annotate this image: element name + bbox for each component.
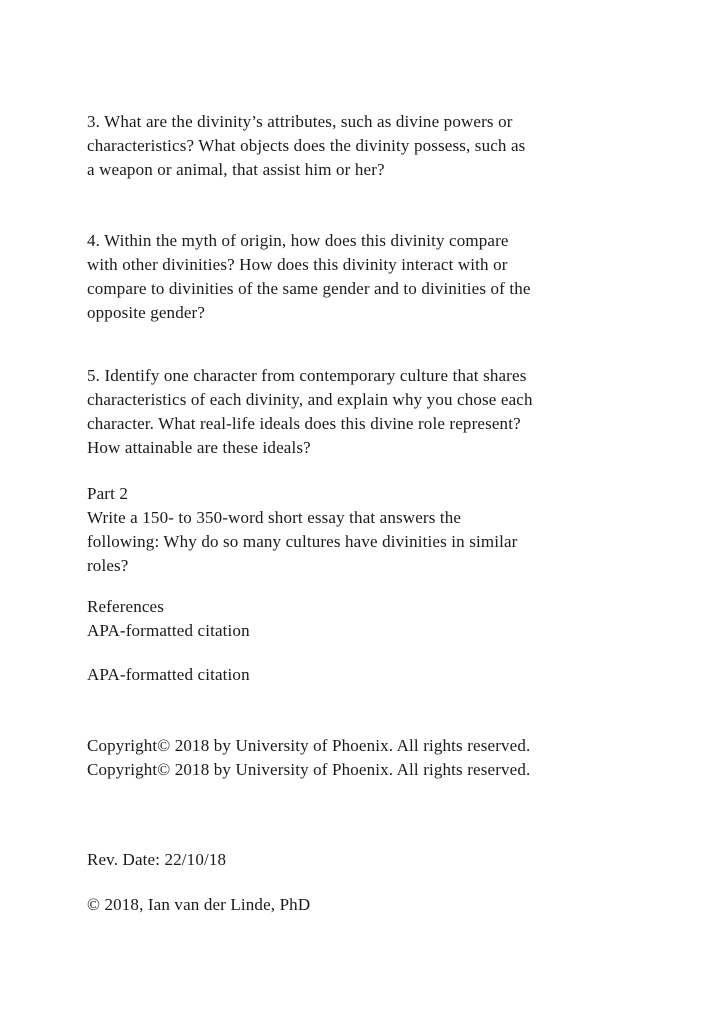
references-heading: References [87,597,165,616]
part2-heading: Part 2 [87,484,129,503]
author-line: © 2018, Ian van der Linde, PhD [87,895,311,914]
revision-date: Rev. Date: 22/10/18 [87,850,227,869]
copyright-line-1: Copyright© 2018 by University of Phoenix. All rights reserved. [87,736,531,755]
question-3: 3. What are the divinity’s attributes, such as divine powers or characteristics? What objects does the divinity possess, such as a weapon or animal, that assist him or her? [87,112,526,179]
citation-1: APA-formatted citation [87,621,250,640]
question-5: 5. Identify one character from contemporary culture that shares characteristics of each divinity, and explain why you chose each character. What real-life ideals does this divine role represent? How attainable are these ideals? [87,366,533,457]
part2-body: Write a 150- to 350-word short essay that answers the following: Why do so many cultures have divinities in similar roles? [87,508,518,575]
citation-2: APA-formatted citation [87,665,250,684]
question-4: 4. Within the myth of origin, how does this divinity compare with other divinities? How does this divinity interact with or compare to divinities of the same gender and to divinities of the opposite gender? [87,231,531,322]
copyright-line-2: Copyright© 2018 by University of Phoenix. All rights reserved. [87,760,531,779]
